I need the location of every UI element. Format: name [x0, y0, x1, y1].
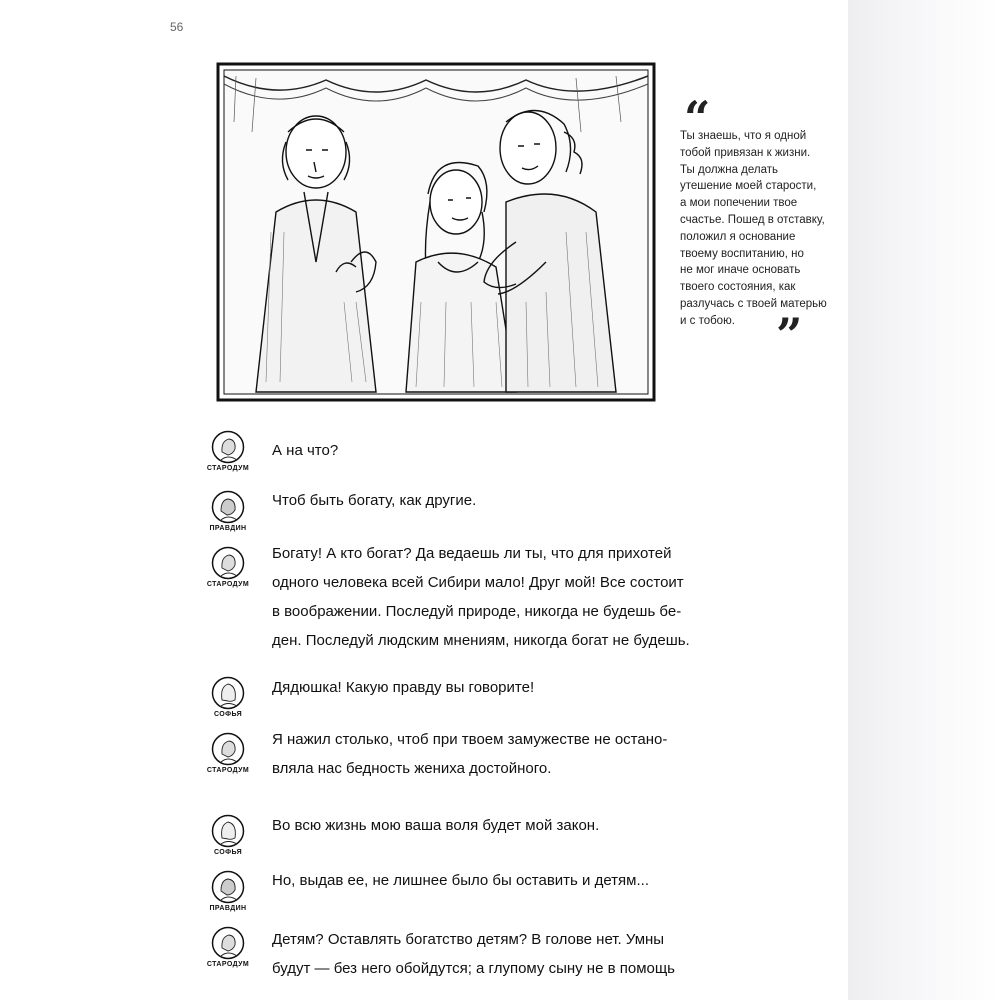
- portrait-medallion-icon: [211, 814, 245, 848]
- portrait-medallion-icon: [211, 676, 245, 710]
- quote-line: Ты должна делать: [680, 163, 779, 176]
- dialogue-line: [272, 811, 702, 840]
- speaker-name: ПРАВДИН: [209, 905, 247, 912]
- speech-line: одного человека всей Сибири мало! Друг мой! Все состоит: [272, 574, 684, 591]
- speech-line: ден. Последуй людским мнениям, никогда богат не будешь.: [272, 632, 690, 649]
- speech-line: Богату! А кто богат? Да ведаешь ли ты, что для прихотей: [272, 545, 672, 562]
- quote-line: тобой привязан к жизни.: [680, 146, 811, 159]
- speech-line: Дядюшка! Какую правду вы говорите!: [272, 679, 535, 696]
- speaker-name: СТАРОДУМ: [206, 767, 250, 774]
- speech-line: Детям? Оставлять богатство детям? В голове нет. Умны: [272, 931, 665, 948]
- quote-line: твоего состояния, как: [680, 281, 796, 294]
- speaker-name: СОФЬЯ: [213, 711, 243, 718]
- speech-line: Я нажил столько, чтоб при твоем замужестве не остано-: [272, 731, 668, 748]
- speaker-portrait: [206, 926, 250, 968]
- dialogue-line: [272, 486, 702, 515]
- speech-line: А на что?: [272, 442, 339, 459]
- portrait-medallion-icon: [211, 546, 245, 580]
- quote-line: Ты знаешь, что я одной: [680, 130, 807, 142]
- speaker-name: ПРАВДИН: [209, 525, 247, 532]
- quote-open-mark: “: [684, 91, 711, 145]
- portrait-medallion-icon: [211, 490, 245, 524]
- speaker-name: СОФЬЯ: [213, 849, 243, 856]
- speech-line: Но, выдав ее, не лишнее было бы оставить и детям...: [272, 872, 649, 889]
- quote-line: не мог иначе основать: [680, 264, 801, 277]
- speech-line: будут — без него обойдутся; а глупому сыну не в помощь: [272, 960, 676, 977]
- dialogue-line: [272, 673, 702, 702]
- speaker-portrait: [206, 490, 250, 532]
- scene-illustration: [216, 62, 656, 402]
- speaker-name: СТАРОДУМ: [206, 581, 250, 588]
- portrait-medallion-icon: [211, 430, 245, 464]
- dialogue-line: [272, 925, 702, 983]
- speech-line: Во всю жизнь мою ваша воля будет мой закон.: [272, 817, 600, 834]
- speaker-portrait: [206, 546, 250, 588]
- pull-quote: [680, 128, 830, 330]
- dialogue-line: [272, 866, 702, 895]
- speech-line: Чтоб быть богату, как другие.: [272, 492, 477, 509]
- speaker-name: СТАРОДУМ: [206, 961, 250, 968]
- quote-line: и с тобою.: [680, 314, 735, 327]
- page-margin-left: [0, 0, 148, 1000]
- page-edge-shadow: [848, 0, 1000, 1000]
- quote-line: твоему воспитанию, но: [680, 247, 804, 260]
- speaker-portrait: [206, 676, 250, 718]
- portrait-medallion-icon: [211, 926, 245, 960]
- quote-line: разлучась с твоей матерью: [680, 297, 827, 310]
- speaker-portrait: [206, 814, 250, 856]
- page-number: 56: [170, 20, 184, 34]
- dialogue-line: [272, 539, 702, 655]
- portrait-medallion-icon: [211, 732, 245, 766]
- speech-line: в воображении. Последуй природе, никогда не будешь бе-: [272, 603, 682, 620]
- speech-line: вляла нас бедность жениха достойного.: [272, 760, 552, 777]
- quote-line: утешение моей старости,: [680, 180, 817, 193]
- dialogue-line: [272, 725, 702, 783]
- speaker-portrait: [206, 732, 250, 774]
- quote-line: а мои попечении твое: [680, 197, 798, 210]
- portrait-medallion-icon: [211, 870, 245, 904]
- speaker-portrait: [206, 430, 250, 472]
- speaker-portrait: [206, 870, 250, 912]
- dialogue-line: [272, 436, 702, 465]
- speaker-name: СТАРОДУМ: [206, 465, 250, 472]
- quote-line: счастье. Пошед в отставку,: [680, 213, 825, 226]
- quote-close-mark: ”: [776, 308, 803, 362]
- quote-line: положил я основание: [680, 230, 796, 243]
